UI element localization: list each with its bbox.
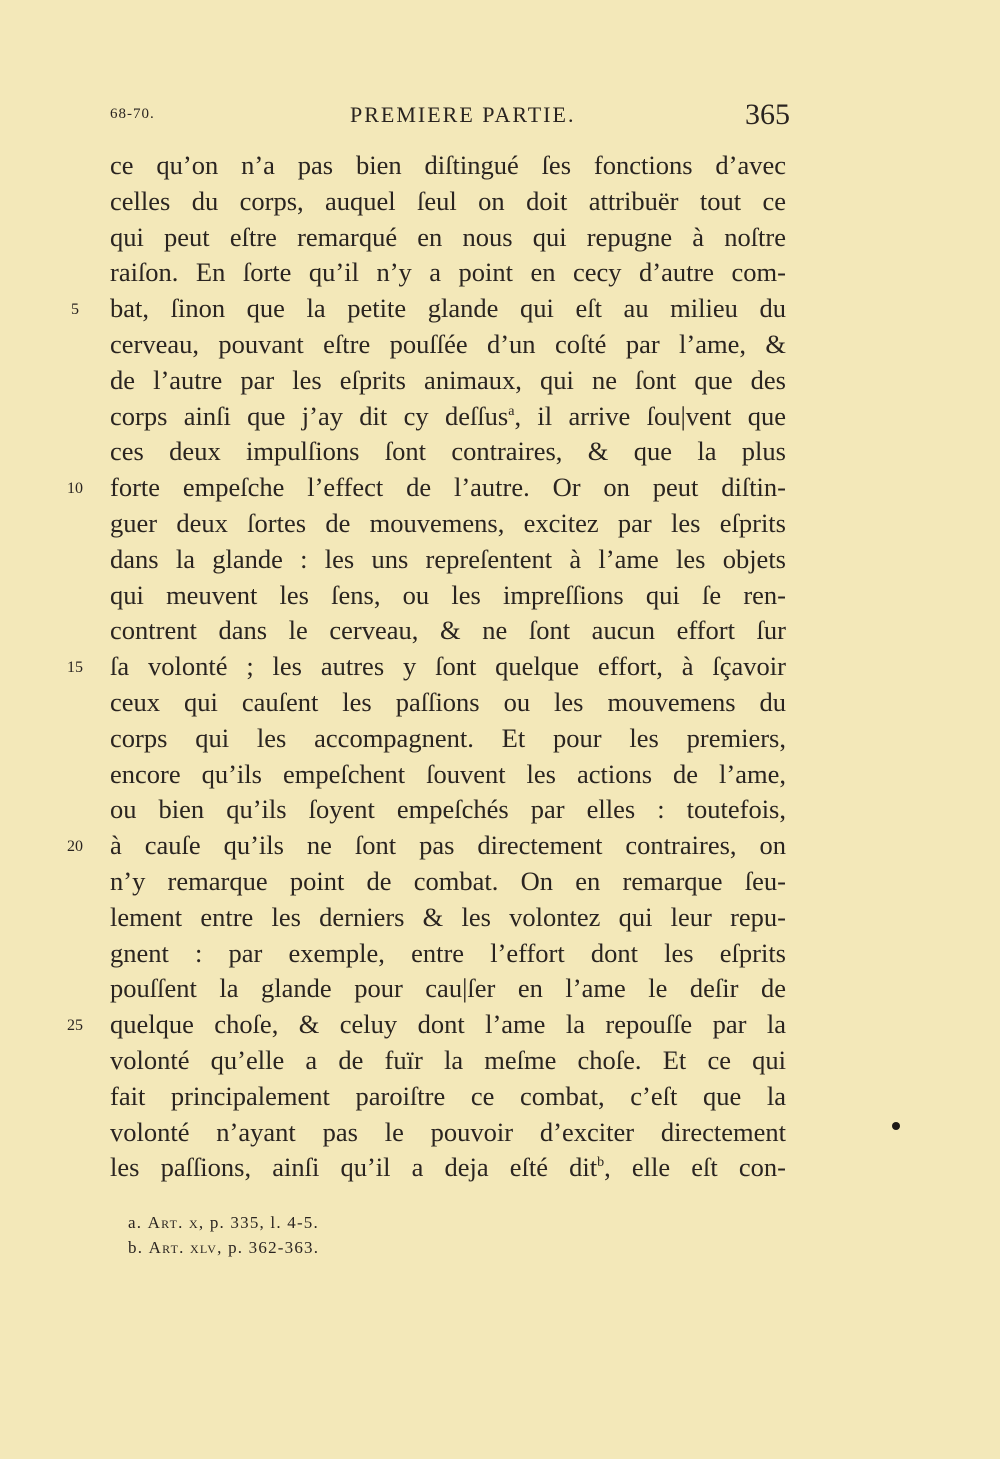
footnotes — [128, 1210, 319, 1260]
text-line — [67, 828, 786, 864]
line-text: qui peut eſtre remarqué en nous qui repugne à noſtre — [110, 221, 786, 252]
line-number: 25 — [67, 1017, 83, 1035]
line-text: de l’autre par les eſprits animaux, qui ne ſont que des — [110, 364, 786, 395]
line-text: qui meuvent les ſens, ou les impreſſions qui ſe ren- — [110, 579, 786, 610]
line-text: ſa volonté ; les autres y ſont quelque effort, à ſçavoir — [110, 651, 786, 682]
text-line — [67, 1007, 786, 1043]
line-text: dans la glande : les uns repreſentent à l’ame les objets — [110, 543, 786, 574]
footnote — [128, 1210, 319, 1235]
text-line — [110, 542, 786, 578]
text-line — [110, 327, 786, 363]
text-line — [110, 757, 786, 793]
line-text: bat, ſinon que la petite glande qui eſt au milieu du — [110, 293, 786, 324]
text-line — [110, 363, 786, 399]
footnote-ref: Art. x — [147, 1213, 199, 1232]
text-line — [71, 291, 786, 327]
line-text: volonté n’ayant pas le pouvoir d’exciter directement — [110, 1116, 786, 1147]
page-number: 365 — [745, 98, 790, 131]
line-text: fait principalement paroiſtre ce combat, c’eſt que la — [110, 1080, 786, 1111]
text-line — [110, 936, 786, 972]
line-text: forte empeſche l’effect de l’autre. Or on peut diſtin- — [110, 472, 786, 503]
line-text: les paſſions, ainſi qu’il a deja eſté dit$^b$, elle eſt con- — [110, 1152, 786, 1183]
line-text: n’y remarque point de combat. On en remarque ſeu- — [110, 865, 786, 896]
text-line — [110, 613, 786, 649]
text-line — [110, 506, 786, 542]
line-text: ces deux impulſions ſont contraires, & que la plus — [110, 436, 786, 467]
line-text: à cauſe qu’ils ne ſont pas directement contraires, on — [110, 830, 786, 861]
main-text — [67, 148, 786, 1186]
line-text: lement entre les derniers & les volontez qui leur repu- — [110, 901, 786, 932]
footnote-text: , p. 362-363. — [217, 1238, 320, 1257]
text-line — [110, 255, 786, 291]
line-text: ceux qui cauſent les paſſions ou les mouvemens du — [110, 686, 786, 717]
text-line — [110, 148, 786, 184]
line-text: raiſon. En ſorte qu’il n’y a point en cecy d’autre com- — [110, 257, 786, 288]
running-title: PREMIERE PARTIE. — [350, 102, 576, 127]
line-text: ou bien qu’ils ſoyent empeſchés par elles : toutefois, — [110, 794, 786, 825]
line-text: guer deux ſortes de mouvemens, excitez par les eſprits — [110, 507, 786, 538]
running-header — [110, 100, 790, 132]
text-line — [110, 1115, 786, 1151]
line-number: 15 — [67, 659, 83, 677]
text-line — [110, 1150, 786, 1186]
line-text: volonté qu’elle a de fuïr la meſme choſe. Et ce qui — [110, 1044, 786, 1075]
text-line — [110, 864, 786, 900]
line-text: cerveau, pouvant eſtre pouſſée d’un coſté par l’ame, & — [110, 328, 786, 359]
footnote-ref: a — [508, 403, 515, 419]
line-text: gnent : par exemple, entre l’effort dont les eſprits — [110, 937, 786, 968]
text-line — [110, 434, 786, 470]
line-text: celles du corps, auquel ſeul on doit attribuër tout ce — [110, 185, 786, 216]
line-text: quelque choſe, & celuy dont l’ame la repouſſe par la — [110, 1009, 786, 1040]
line-number: 20 — [67, 838, 83, 856]
line-number: 10 — [67, 480, 83, 498]
line-text: corps qui les accompagnent. Et pour les premiers, — [110, 722, 786, 753]
text-line — [110, 399, 786, 435]
text-line — [67, 649, 786, 685]
line-text: encore qu’ils empeſchent ſouvent les actions de l’ame, — [110, 758, 786, 789]
line-text: pouſſent la glande pour cau|ſer en l’ame le deſir de — [110, 973, 786, 1004]
page-range: 68-70. — [110, 106, 155, 122]
text-line — [110, 1043, 786, 1079]
line-text: contrent dans le cerveau, & ne ſont aucun effort ſur — [110, 615, 786, 646]
footnote-text: , p. 335, l. 4-5. — [198, 1213, 319, 1232]
footnote-ref: b — [597, 1155, 605, 1171]
text-line — [110, 220, 786, 256]
line-text: ce qu’on n’a pas bien diſtingué ſes fonctions d’avec — [110, 150, 786, 180]
text-line — [110, 792, 786, 828]
text-line — [110, 900, 786, 936]
text-line — [110, 1079, 786, 1115]
footnote — [128, 1235, 319, 1260]
text-line — [110, 578, 786, 614]
footnote-mark: a. — [128, 1213, 148, 1232]
ink-speck — [892, 1122, 900, 1130]
footnote-mark: b. — [128, 1238, 149, 1257]
line-number: 5 — [71, 301, 79, 319]
text-line — [110, 685, 786, 721]
text-line — [110, 721, 786, 757]
text-line — [110, 184, 786, 220]
footnote-ref: Art. xlv — [148, 1238, 218, 1257]
text-line — [67, 470, 786, 506]
text-line — [110, 971, 786, 1007]
line-text: corps ainſi que j’ay dit cy deſſus$^a$, il arrive ſou|vent que — [110, 400, 786, 431]
